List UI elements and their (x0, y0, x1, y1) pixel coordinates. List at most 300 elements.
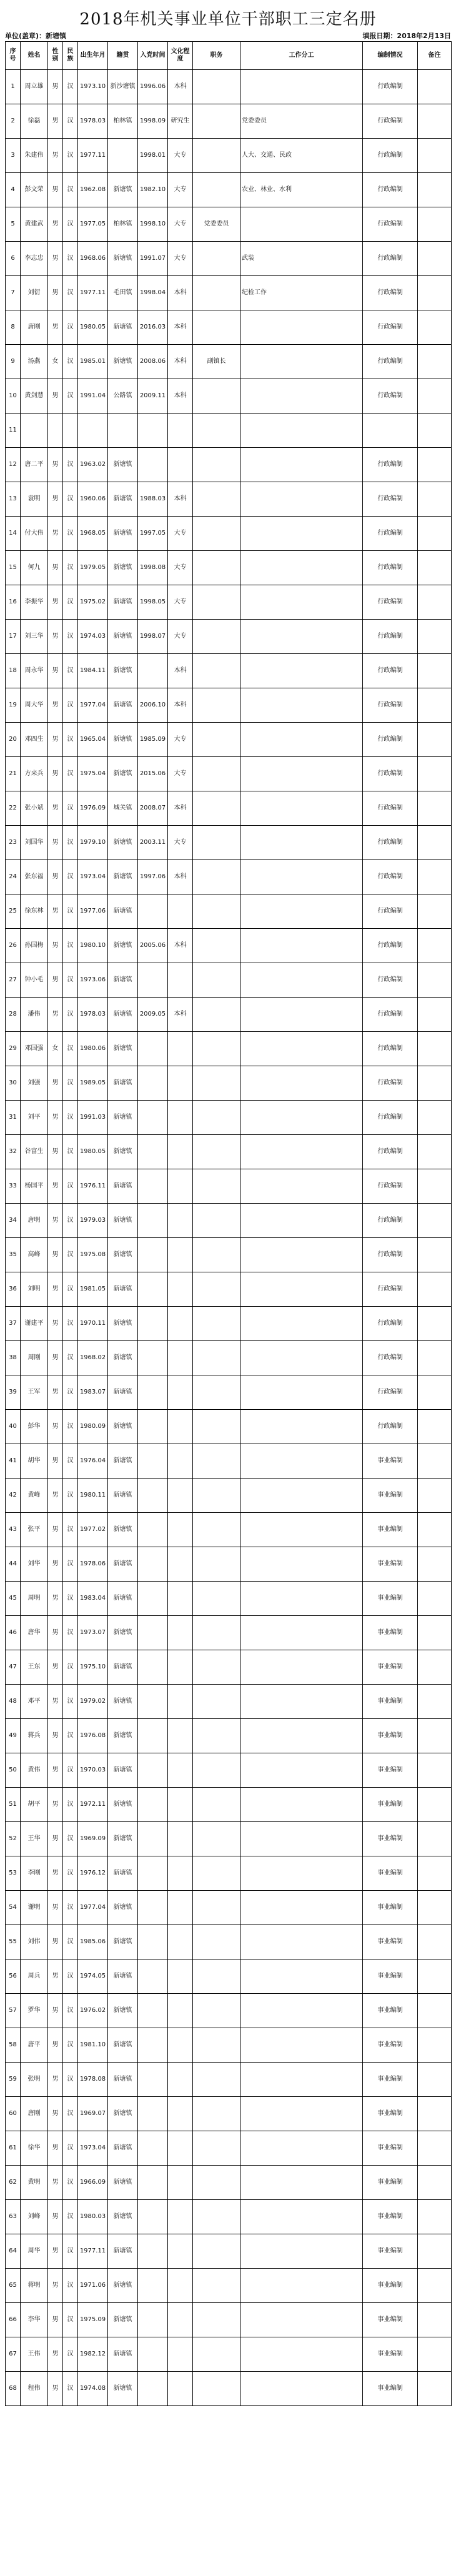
cell-education (168, 1204, 193, 1238)
cell-position (193, 2337, 240, 2372)
cell-birth: 1973.10 (78, 70, 108, 104)
cell-position (193, 1479, 240, 1513)
cell-duty (240, 1444, 363, 1479)
cell-party-date (138, 1204, 168, 1238)
cell-position (193, 1547, 240, 1582)
table-row (6, 173, 452, 207)
cell-index: 36 (6, 1272, 21, 1307)
table-row (6, 1444, 452, 1479)
cell-origin: 新塘镇 (108, 1444, 138, 1479)
cell-remark (418, 379, 452, 414)
table-row (6, 1066, 452, 1101)
cell-duty (240, 551, 363, 585)
cell-index: 26 (6, 929, 21, 963)
cell-party-date: 1997.06 (138, 860, 168, 894)
cell-index: 22 (6, 791, 21, 826)
cell-gender: 男 (48, 1547, 63, 1582)
cell-ethnicity: 汉 (63, 207, 78, 242)
cell-birth: 1977.11 (78, 276, 108, 310)
cell-remark (418, 1856, 452, 1891)
cell-staffing: 行政编制 (363, 1238, 418, 1272)
cell-origin: 新塘镇 (108, 585, 138, 620)
cell-birth: 1975.09 (78, 2303, 108, 2337)
cell-index: 64 (6, 2234, 21, 2269)
cell-index: 44 (6, 1547, 21, 1582)
cell-ethnicity: 汉 (63, 929, 78, 963)
cell-position (193, 1891, 240, 1925)
cell-education: 大专 (168, 723, 193, 757)
cell-ethnicity: 汉 (63, 379, 78, 414)
cell-position (193, 1204, 240, 1238)
cell-origin: 新塘镇 (108, 1616, 138, 1650)
report-date: 填报日期：2018年2月13日 (362, 32, 451, 40)
cell-position (193, 1066, 240, 1101)
cell-remark (418, 207, 452, 242)
cell-position (193, 242, 240, 276)
cell-origin: 新塘镇 (108, 1135, 138, 1169)
cell-duty (240, 1204, 363, 1238)
cell-duty (240, 1650, 363, 1685)
cell-birth: 1973.04 (78, 2131, 108, 2166)
cell-duty (240, 1341, 363, 1375)
cell-staffing: 行政编制 (363, 723, 418, 757)
cell-birth: 1991.04 (78, 379, 108, 414)
cell-ethnicity: 汉 (63, 1891, 78, 1925)
table-row (6, 2303, 452, 2337)
col-header: 姓名 (21, 42, 48, 70)
col-header: 编制情况 (363, 42, 418, 70)
cell-gender: 男 (48, 482, 63, 517)
cell-index: 1 (6, 70, 21, 104)
cell-origin: 新塘镇 (108, 860, 138, 894)
cell-party-date (138, 654, 168, 688)
cell-party-date: 1998.08 (138, 551, 168, 585)
cell-gender: 男 (48, 242, 63, 276)
cell-remark (418, 1616, 452, 1650)
cell-origin: 新塘镇 (108, 1685, 138, 1719)
cell-gender: 男 (48, 2234, 63, 2269)
cell-birth: 1983.04 (78, 1582, 108, 1616)
table-row (6, 379, 452, 414)
cell-origin: 城关镇 (108, 791, 138, 826)
cell-gender: 男 (48, 1616, 63, 1650)
cell-name: 潘伟 (21, 998, 48, 1032)
cell-duty (240, 1685, 363, 1719)
cell-staffing: 行政编制 (363, 654, 418, 688)
cell-name: 谷富生 (21, 1135, 48, 1169)
cell-party-date: 1988.03 (138, 482, 168, 517)
cell-name: 方来兵 (21, 757, 48, 791)
table-row (6, 2269, 452, 2303)
cell-birth: 1984.11 (78, 654, 108, 688)
cell-origin: 新塘镇 (108, 1719, 138, 1753)
cell-gender: 男 (48, 1135, 63, 1169)
cell-origin: 新塘镇 (108, 310, 138, 345)
cell-name: 黄建武 (21, 207, 48, 242)
cell-party-date (138, 1685, 168, 1719)
cell-origin: 新塘镇 (108, 1582, 138, 1616)
cell-party-date (138, 1959, 168, 1994)
cell-remark (418, 1513, 452, 1547)
cell-staffing: 事业编制 (363, 1856, 418, 1891)
cell-index: 53 (6, 1856, 21, 1891)
cell-birth: 1975.10 (78, 1650, 108, 1685)
cell-name: 黄伟 (21, 1753, 48, 1788)
cell-duty (240, 1994, 363, 2028)
cell-remark (418, 1307, 452, 1341)
cell-position (193, 1925, 240, 1959)
cell-remark (418, 517, 452, 551)
cell-duty (240, 2234, 363, 2269)
cell-birth: 1975.08 (78, 1238, 108, 1272)
cell-duty (240, 826, 363, 860)
cell-education (168, 2337, 193, 2372)
cell-origin: 新塘镇 (108, 688, 138, 723)
cell-party-date (138, 1101, 168, 1135)
cell-index: 40 (6, 1410, 21, 1444)
cell-origin: 新塘镇 (108, 173, 138, 207)
cell-gender: 男 (48, 1822, 63, 1856)
cell-gender: 男 (48, 1169, 63, 1204)
cell-duty (240, 585, 363, 620)
cell-remark (418, 70, 452, 104)
cell-name: 邓国强 (21, 1032, 48, 1066)
cell-party-date: 1985.09 (138, 723, 168, 757)
cell-education (168, 1513, 193, 1547)
cell-party-date (138, 1650, 168, 1685)
cell-ethnicity: 汉 (63, 1341, 78, 1375)
table-row (6, 310, 452, 345)
cell-remark (418, 585, 452, 620)
cell-remark (418, 1925, 452, 1959)
cell-gender: 男 (48, 826, 63, 860)
cell-index: 67 (6, 2337, 21, 2372)
cell-ethnicity: 汉 (63, 345, 78, 379)
cell-duty (240, 1066, 363, 1101)
table-row (6, 894, 452, 929)
cell-ethnicity: 汉 (63, 242, 78, 276)
cell-remark (418, 654, 452, 688)
cell-name: 刘明 (21, 1272, 48, 1307)
cell-duty (240, 1513, 363, 1547)
cell-remark (418, 1169, 452, 1204)
cell-duty (240, 2337, 363, 2372)
cell-ethnicity: 汉 (63, 963, 78, 998)
cell-remark (418, 2234, 452, 2269)
cell-party-date (138, 2028, 168, 2063)
cell-staffing: 事业编制 (363, 2063, 418, 2097)
cell-name: 李华 (21, 2303, 48, 2337)
cell-party-date: 2009.11 (138, 379, 168, 414)
cell-remark (418, 1135, 452, 1169)
cell-birth: 1983.07 (78, 1375, 108, 1410)
cell-duty (240, 860, 363, 894)
cell-duty (240, 1822, 363, 1856)
cell-origin: 新塘镇 (108, 1994, 138, 2028)
cell-birth: 1989.05 (78, 1066, 108, 1101)
table-row (6, 1650, 452, 1685)
cell-staffing: 行政编制 (363, 860, 418, 894)
cell-index: 35 (6, 1238, 21, 1272)
cell-gender: 男 (48, 448, 63, 482)
cell-position (193, 2200, 240, 2234)
cell-name: 李志忠 (21, 242, 48, 276)
cell-remark (418, 688, 452, 723)
cell-party-date: 1982.10 (138, 173, 168, 207)
cell-education (168, 2097, 193, 2131)
cell-remark (418, 139, 452, 173)
cell-name: 蒋明 (21, 2269, 48, 2303)
cell-birth: 1976.09 (78, 791, 108, 826)
cell-index: 49 (6, 1719, 21, 1753)
cell-education (168, 1238, 193, 1272)
cell-origin: 新塘镇 (108, 998, 138, 1032)
cell-gender: 男 (48, 2063, 63, 2097)
cell-staffing: 行政编制 (363, 1169, 418, 1204)
cell-position (193, 1959, 240, 1994)
table-row (6, 1788, 452, 1822)
cell-staffing: 事业编制 (363, 2166, 418, 2200)
cell-staffing: 事业编制 (363, 1788, 418, 1822)
cell-duty: 农业、林业、水利 (240, 173, 363, 207)
cell-position (193, 998, 240, 1032)
cell-remark (418, 551, 452, 585)
cell-origin: 新塘镇 (108, 929, 138, 963)
cell-staffing: 事业编制 (363, 1547, 418, 1582)
table-row (6, 963, 452, 998)
table-row (6, 104, 452, 139)
cell-gender: 男 (48, 1994, 63, 2028)
cell-position (193, 1307, 240, 1341)
cell-staffing: 事业编制 (363, 2200, 418, 2234)
cell-ethnicity: 汉 (63, 1685, 78, 1719)
cell-ethnicity: 汉 (63, 1032, 78, 1066)
cell-remark (418, 1479, 452, 1513)
cell-position (193, 310, 240, 345)
cell-staffing: 行政编制 (363, 1204, 418, 1238)
cell-remark (418, 2303, 452, 2337)
cell-education (168, 1375, 193, 1410)
cell-party-date (138, 2337, 168, 2372)
cell-duty (240, 1582, 363, 1616)
cell-index: 4 (6, 173, 21, 207)
cell-duty (240, 963, 363, 998)
cell-origin: 新塘镇 (108, 1959, 138, 1994)
cell-party-date (138, 448, 168, 482)
cell-birth: 1978.08 (78, 2063, 108, 2097)
cell-position (193, 414, 240, 448)
cell-birth: 1963.02 (78, 448, 108, 482)
cell-duty (240, 2063, 363, 2097)
cell-name: 徐华 (21, 2131, 48, 2166)
cell-ethnicity: 汉 (63, 2063, 78, 2097)
cell-origin: 新塘镇 (108, 2337, 138, 2372)
cell-gender (48, 414, 63, 448)
cell-party-date: 2009.05 (138, 998, 168, 1032)
cell-birth: 1980.03 (78, 2200, 108, 2234)
cell-gender: 男 (48, 1513, 63, 1547)
cell-remark (418, 1650, 452, 1685)
cell-education (168, 2303, 193, 2337)
table-row (6, 1959, 452, 1994)
cell-staffing: 行政编制 (363, 963, 418, 998)
cell-origin: 新塘镇 (108, 2269, 138, 2303)
table-header-row (6, 42, 452, 70)
table-row (6, 826, 452, 860)
cell-party-date: 1996.06 (138, 70, 168, 104)
table-row (6, 1410, 452, 1444)
cell-index: 66 (6, 2303, 21, 2337)
cell-staffing: 行政编制 (363, 379, 418, 414)
cell-ethnicity: 汉 (63, 2131, 78, 2166)
cell-education (168, 1891, 193, 1925)
roster-body (6, 70, 452, 2406)
cell-birth: 1976.02 (78, 1994, 108, 2028)
table-row (6, 585, 452, 620)
cell-name: 唐二平 (21, 448, 48, 482)
col-header: 民族 (63, 42, 78, 70)
cell-education (168, 2131, 193, 2166)
cell-index: 6 (6, 242, 21, 276)
cell-duty (240, 2028, 363, 2063)
cell-education (168, 1307, 193, 1341)
cell-origin: 新塘镇 (108, 1032, 138, 1066)
cell-education (168, 1582, 193, 1616)
cell-ethnicity: 汉 (63, 2028, 78, 2063)
cell-position (193, 757, 240, 791)
table-row (6, 551, 452, 585)
table-row (6, 1925, 452, 1959)
cell-party-date: 2006.10 (138, 688, 168, 723)
table-row (6, 1685, 452, 1719)
cell-education (168, 2269, 193, 2303)
cell-remark (418, 2337, 452, 2372)
table-row (6, 448, 452, 482)
cell-birth: 1968.02 (78, 1341, 108, 1375)
cell-remark (418, 1753, 452, 1788)
table-row (6, 2200, 452, 2234)
cell-origin: 新塘镇 (108, 1307, 138, 1341)
unit-label: 单位(盖章)：新塘镇 (5, 32, 67, 40)
cell-education (168, 1925, 193, 1959)
cell-birth: 1978.03 (78, 998, 108, 1032)
cell-index: 68 (6, 2372, 21, 2406)
cell-gender: 男 (48, 70, 63, 104)
col-header: 出生年月 (78, 42, 108, 70)
cell-ethnicity: 汉 (63, 860, 78, 894)
cell-name: 刘华 (21, 1547, 48, 1582)
cell-position: 副镇长 (193, 345, 240, 379)
cell-gender: 男 (48, 2097, 63, 2131)
cell-remark (418, 929, 452, 963)
cell-ethnicity: 汉 (63, 791, 78, 826)
cell-party-date (138, 1925, 168, 1959)
cell-party-date (138, 1822, 168, 1856)
cell-duty (240, 2166, 363, 2200)
table-row (6, 1169, 452, 1204)
cell-position (193, 517, 240, 551)
cell-birth: 1971.06 (78, 2269, 108, 2303)
cell-birth: 1979.10 (78, 826, 108, 860)
cell-party-date (138, 963, 168, 998)
cell-staffing: 事业编制 (363, 2269, 418, 2303)
cell-position (193, 448, 240, 482)
cell-party-date (138, 1616, 168, 1650)
cell-ethnicity: 汉 (63, 2166, 78, 2200)
cell-staffing: 行政编制 (363, 482, 418, 517)
cell-name: 刘强 (21, 1066, 48, 1101)
cell-remark (418, 2269, 452, 2303)
cell-ethnicity: 汉 (63, 2372, 78, 2406)
table-row (6, 688, 452, 723)
cell-index: 3 (6, 139, 21, 173)
cell-index: 27 (6, 963, 21, 998)
cell-staffing: 行政编制 (363, 517, 418, 551)
cell-origin: 新塘镇 (108, 1066, 138, 1101)
cell-origin: 新塘镇 (108, 2234, 138, 2269)
cell-position (193, 1685, 240, 1719)
cell-staffing: 事业编制 (363, 2131, 418, 2166)
cell-gender: 男 (48, 757, 63, 791)
cell-birth: 1973.06 (78, 963, 108, 998)
table-row (6, 929, 452, 963)
table-row (6, 1238, 452, 1272)
cell-position (193, 1444, 240, 1479)
cell-education: 大专 (168, 757, 193, 791)
cell-education: 本科 (168, 998, 193, 1032)
cell-duty (240, 620, 363, 654)
cell-position (193, 1238, 240, 1272)
cell-index: 37 (6, 1307, 21, 1341)
table-row (6, 757, 452, 791)
cell-name: 黄峰 (21, 1479, 48, 1513)
cell-position (193, 1753, 240, 1788)
cell-birth: 1976.04 (78, 1444, 108, 1479)
cell-birth: 1977.04 (78, 688, 108, 723)
cell-index: 19 (6, 688, 21, 723)
cell-education: 大专 (168, 551, 193, 585)
cell-ethnicity: 汉 (63, 1410, 78, 1444)
cell-remark (418, 1066, 452, 1101)
cell-staffing: 事业编制 (363, 2303, 418, 2337)
col-header: 籍贯 (108, 42, 138, 70)
cell-ethnicity: 汉 (63, 482, 78, 517)
table-row (6, 1891, 452, 1925)
cell-duty (240, 207, 363, 242)
cell-name: 刘峰 (21, 2200, 48, 2234)
cell-gender: 男 (48, 1444, 63, 1479)
cell-party-date (138, 1856, 168, 1891)
cell-education (168, 1547, 193, 1582)
cell-index: 58 (6, 2028, 21, 2063)
cell-education (168, 414, 193, 448)
cell-index: 42 (6, 1479, 21, 1513)
cell-staffing: 行政编制 (363, 1341, 418, 1375)
cell-origin: 新塘镇 (108, 1891, 138, 1925)
cell-origin: 新塘镇 (108, 448, 138, 482)
cell-birth: 1977.11 (78, 139, 108, 173)
cell-name: 张小斌 (21, 791, 48, 826)
table-row (6, 2097, 452, 2131)
cell-position (193, 1410, 240, 1444)
table-row (6, 620, 452, 654)
cell-staffing: 事业编制 (363, 2234, 418, 2269)
cell-birth: 1981.05 (78, 1272, 108, 1307)
cell-gender: 女 (48, 345, 63, 379)
cell-birth: 1972.11 (78, 1788, 108, 1822)
table-row (6, 2131, 452, 2166)
cell-origin: 新塘镇 (108, 1753, 138, 1788)
